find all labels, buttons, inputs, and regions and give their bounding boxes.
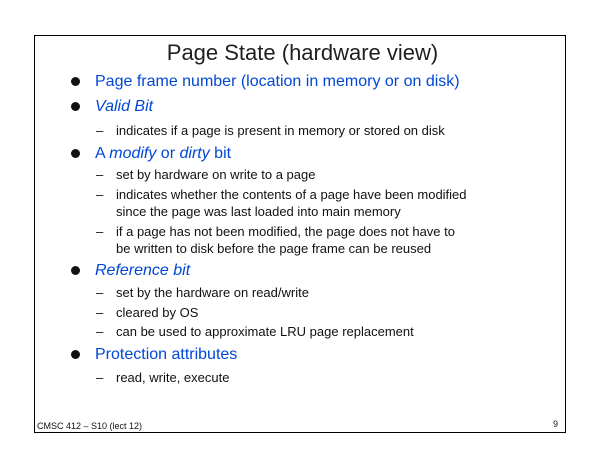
sub-item [96, 322, 414, 342]
dash-marker: – [96, 285, 104, 300]
sub-item [96, 283, 309, 303]
sub-item-text: indicates whether the contents of a page have been modified [116, 187, 467, 202]
slide-title: Page State (hardware view) [166, 40, 439, 65]
bullet-text: Protection attributes [95, 346, 238, 363]
bullet-dot [71, 77, 80, 86]
bullet-text-suffix: bit [209, 145, 232, 162]
bullet-valid-bit [95, 97, 153, 117]
dash-marker: – [96, 123, 104, 138]
sub-item-text: set by hardware on write to a page [116, 167, 316, 182]
bullet-text-dirty: dirty [179, 145, 210, 162]
bullet-page-frame-number [95, 72, 460, 92]
sub-item-text: read, write, execute [116, 370, 230, 385]
dash-marker: – [96, 370, 104, 385]
sub-item [96, 368, 229, 388]
dash-marker: – [96, 167, 104, 182]
sub-item [96, 303, 198, 323]
sub-item-continuation: since the page was last loaded into main memory [116, 204, 401, 219]
sub-item-text: can be used to approximate LRU page replacement [116, 324, 414, 339]
bullet-text-or: or [156, 145, 180, 162]
bullet-modify-dirty-bit [95, 144, 231, 164]
dash-marker: – [96, 305, 104, 320]
sub-item [96, 165, 315, 185]
dash-marker: – [96, 324, 104, 339]
bullet-dot [71, 102, 80, 111]
sub-item-continuation: be written to disk before the page frame can be reused [116, 241, 432, 256]
slide-footer: CMSC 412 – S10 (lect 12) [37, 421, 143, 431]
page-number: 9 [553, 419, 559, 429]
bullet-protection-attributes [95, 345, 237, 365]
bullet-text-prefix: A [95, 145, 110, 162]
bullet-dot [71, 350, 80, 359]
bullet-dot [71, 266, 80, 275]
sub-item-text: indicates if a page is present in memory or stored on disk [116, 123, 445, 138]
bullet-reference-bit [95, 261, 190, 281]
bullet-dot [71, 149, 80, 158]
sub-item [96, 121, 445, 141]
sub-item-text: set by the hardware on read/write [116, 285, 309, 300]
bullet-text: Reference bit [95, 262, 191, 279]
sub-item-text: cleared by OS [116, 305, 199, 320]
bullet-text-modify: modify [109, 145, 157, 162]
dash-marker: – [96, 187, 104, 202]
sub-item-text: if a page has not been modified, the page does not have to [116, 224, 455, 239]
dash-marker: – [96, 224, 104, 239]
bullet-text: Page frame number (location in memory or on disk) [95, 73, 460, 90]
bullet-text: Valid Bit [95, 98, 154, 115]
